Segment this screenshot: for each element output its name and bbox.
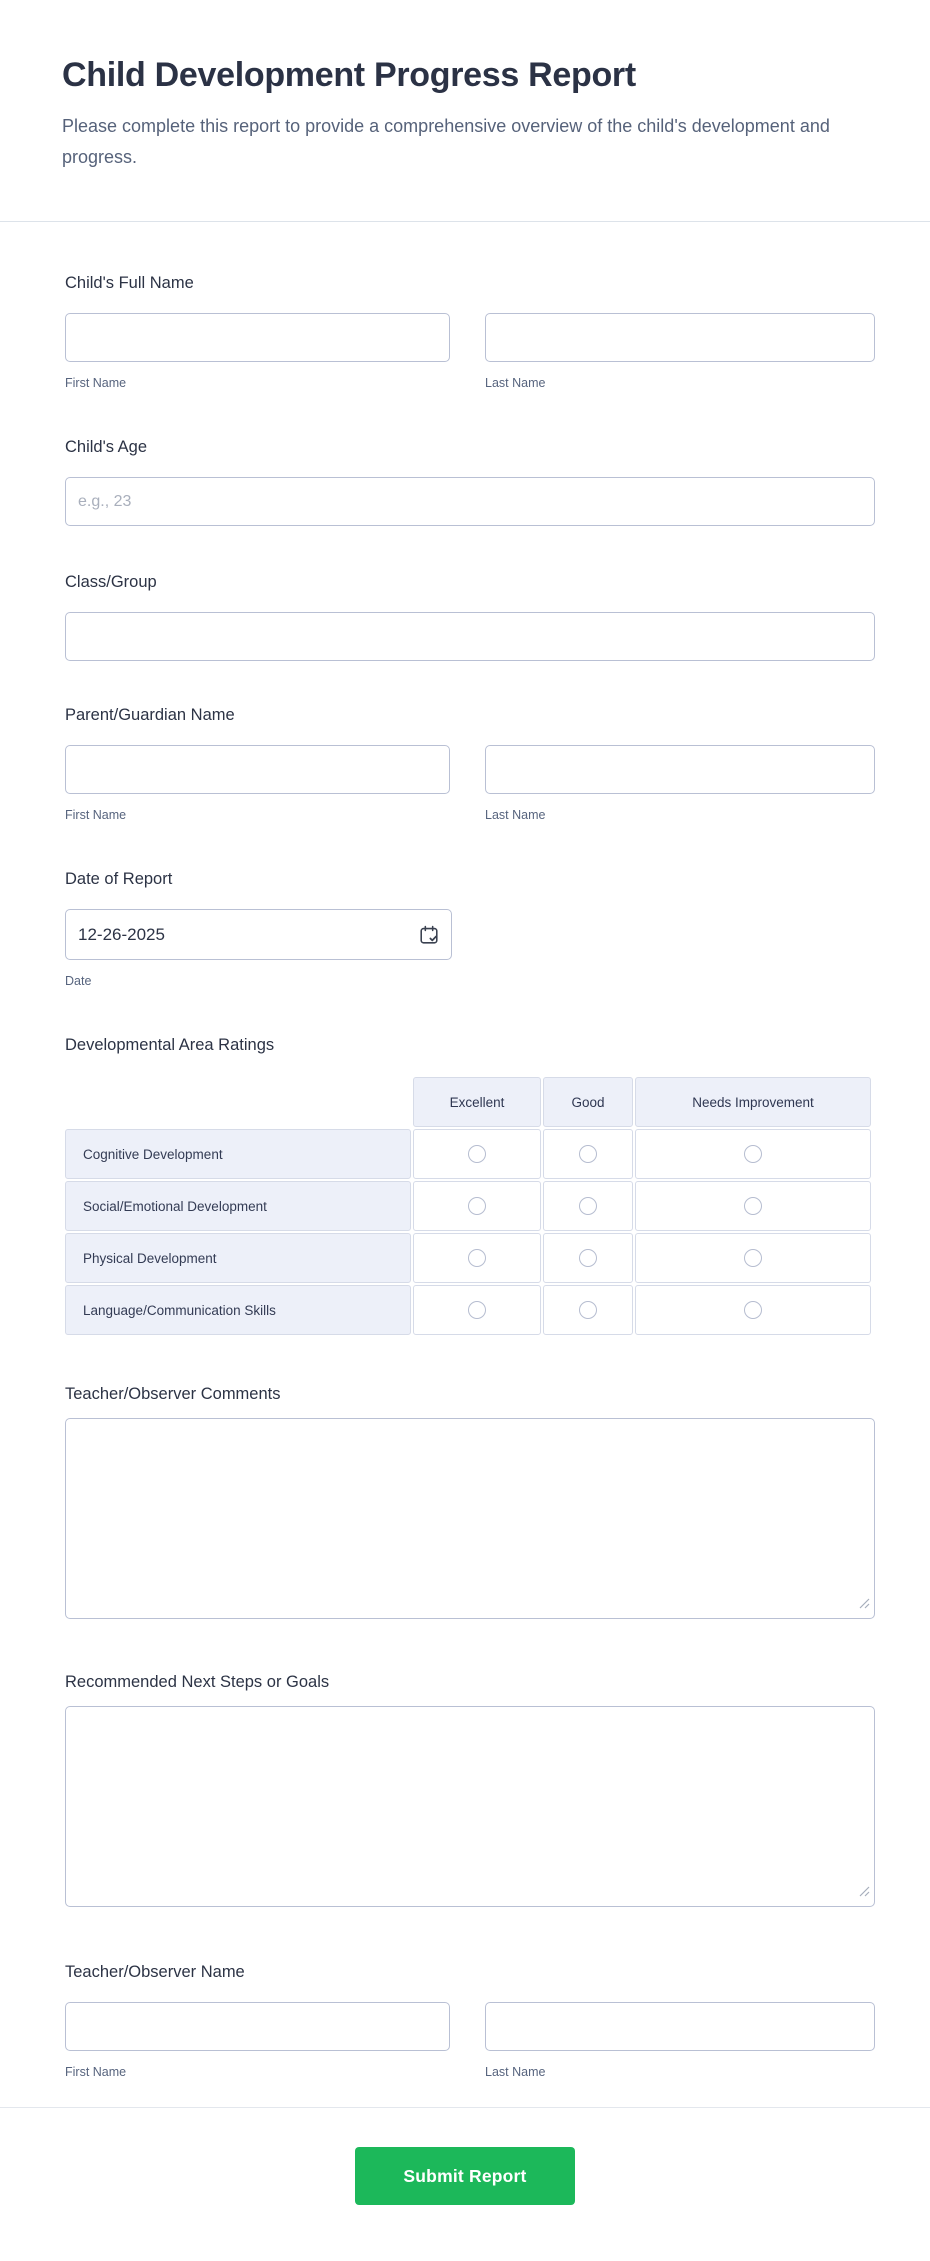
parent-last-name-sublabel: Last Name — [485, 808, 546, 822]
report-date-sublabel: Date — [65, 974, 92, 988]
ratings-label: Developmental Area Ratings — [65, 1036, 275, 1054]
teacher-last-name-sublabel: Last Name — [485, 2065, 546, 2079]
form-body — [0, 222, 930, 2107]
radio-language-needs-improvement[interactable] — [744, 1301, 762, 1319]
page-title: Child Development Progress Report — [62, 56, 636, 94]
child-age-input[interactable] — [65, 477, 875, 526]
class-group-label: Class/Group — [65, 573, 157, 591]
ratings-row-label: Social/Emotional Development — [65, 1181, 411, 1231]
child-last-name-input[interactable] — [485, 313, 875, 362]
radio-language-good[interactable] — [579, 1301, 597, 1319]
calendar-check-icon — [418, 924, 440, 946]
teacher-name-label: Teacher/Observer Name — [65, 1963, 245, 1981]
ratings-row-label: Cognitive Development — [65, 1129, 411, 1179]
ratings-row-social-emotional — [65, 1181, 871, 1231]
radio-cognitive-excellent[interactable] — [468, 1145, 486, 1163]
parent-name-label: Parent/Guardian Name — [65, 706, 235, 724]
next-steps-textarea[interactable] — [65, 1706, 875, 1907]
ratings-corner-cell — [65, 1077, 411, 1127]
report-date-input[interactable] — [65, 909, 452, 960]
field-teacher-name — [65, 1963, 875, 2079]
field-comments — [65, 1385, 875, 1619]
radio-social-good[interactable] — [579, 1197, 597, 1215]
ratings-row-cognitive — [65, 1129, 871, 1179]
submit-button[interactable]: Submit Report — [355, 2147, 575, 2205]
radio-language-excellent[interactable] — [468, 1301, 486, 1319]
field-next-steps — [65, 1673, 875, 1907]
field-report-date — [65, 870, 875, 988]
child-age-label: Child's Age — [65, 438, 148, 456]
form-header — [0, 0, 930, 222]
comments-textarea[interactable] — [65, 1418, 875, 1619]
radio-physical-needs-improvement[interactable] — [744, 1249, 762, 1267]
field-parent-name — [65, 706, 875, 822]
child-last-name-sublabel: Last Name — [485, 376, 546, 390]
date-picker-button[interactable] — [417, 923, 441, 947]
ratings-header-row — [65, 1077, 871, 1127]
field-class-group — [65, 573, 875, 661]
field-child-age — [65, 438, 875, 526]
field-ratings-matrix — [65, 1036, 875, 1337]
next-steps-label: Recommended Next Steps or Goals — [65, 1673, 330, 1691]
comments-label: Teacher/Observer Comments — [65, 1385, 281, 1403]
radio-cognitive-good[interactable] — [579, 1145, 597, 1163]
child-first-name-sublabel: First Name — [65, 376, 127, 390]
ratings-row-label: Language/Communication Skills — [65, 1285, 411, 1335]
teacher-first-name-input[interactable] — [65, 2002, 450, 2051]
teacher-last-name-input[interactable] — [485, 2002, 875, 2051]
field-child-name — [65, 274, 875, 390]
ratings-col-good: Good — [543, 1077, 633, 1127]
report-date-label: Date of Report — [65, 870, 173, 888]
child-first-name-input[interactable] — [65, 313, 450, 362]
radio-cognitive-needs-improvement[interactable] — [744, 1145, 762, 1163]
form-footer — [0, 2107, 930, 2256]
ratings-row-physical — [65, 1233, 871, 1283]
radio-social-needs-improvement[interactable] — [744, 1197, 762, 1215]
ratings-col-excellent: Excellent — [413, 1077, 541, 1127]
resize-handle-icon[interactable] — [859, 1884, 870, 1902]
parent-first-name-input[interactable] — [65, 745, 450, 794]
class-group-input[interactable] — [65, 612, 875, 661]
ratings-col-needs-improvement: Needs Improvement — [635, 1077, 871, 1127]
parent-first-name-sublabel: First Name — [65, 808, 127, 822]
parent-last-name-input[interactable] — [485, 745, 875, 794]
page-subtitle: Please complete this report to provide a comprehensive overview of the child's development and progress. — [62, 116, 830, 167]
child-name-label: Child's Full Name — [65, 274, 194, 292]
radio-social-excellent[interactable] — [468, 1197, 486, 1215]
radio-physical-good[interactable] — [579, 1249, 597, 1267]
ratings-table — [63, 1075, 873, 1337]
ratings-row-language — [65, 1285, 871, 1335]
teacher-first-name-sublabel: First Name — [65, 2065, 127, 2079]
ratings-row-label: Physical Development — [65, 1233, 411, 1283]
radio-physical-excellent[interactable] — [468, 1249, 486, 1267]
resize-handle-icon[interactable] — [859, 1596, 870, 1614]
